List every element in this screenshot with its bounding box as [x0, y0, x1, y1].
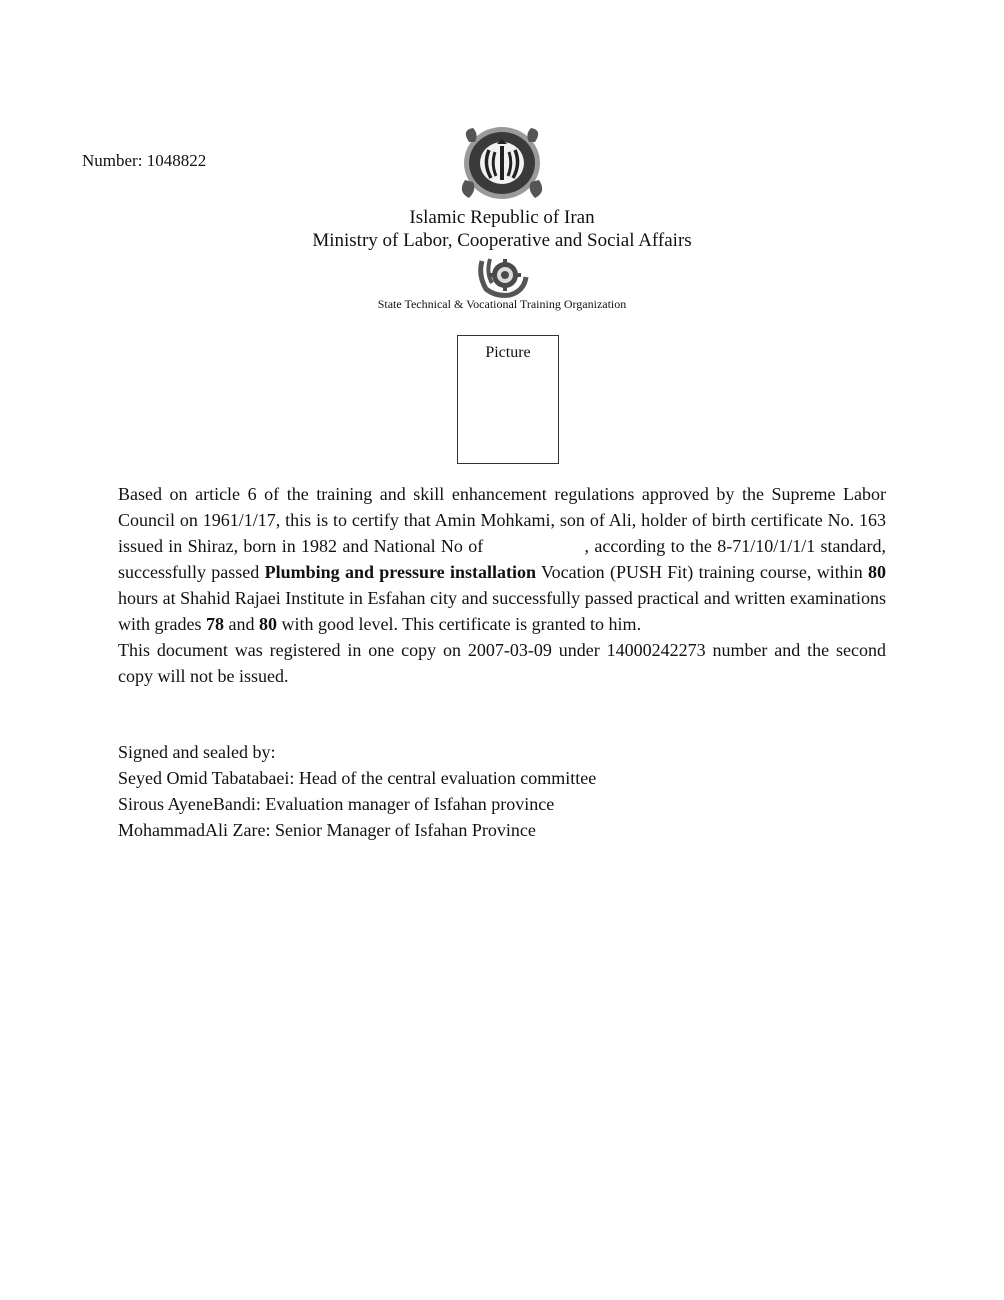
- header-country: Islamic Republic of Iran: [409, 207, 595, 228]
- signatures-block: [118, 739, 596, 843]
- certificate-paragraph-2: This document was registered in one copy on 2007-03-09 under 14000242273 number and the second copy will not be issued.: [118, 640, 886, 686]
- text-segment: Based on article 6 of the training and skill enhancement regulations approved by the Supreme Labor Council on 1961/1/17, this is to certify that Amin Mohkami, son of Ali, holder of birth certificate No. 163 issued in Shiraz, born in 1982 and National No of: [118, 484, 886, 556]
- certificate-body: [118, 481, 886, 689]
- text-segment: hours at Shahid Rajaei Institute in Esfahan city and successfully passed practical and written examinations with grades: [118, 588, 886, 634]
- signatures-heading: Signed and sealed by:: [118, 742, 276, 762]
- number-value: 1048822: [146, 151, 207, 170]
- text-segment: with good level. This certificate is granted to him.: [281, 614, 642, 634]
- practical-grade: 78: [205, 614, 224, 634]
- signature-line: Sirous AyeneBandi: Evaluation manager of Isfahan province: [118, 794, 555, 814]
- course-hours: 80: [868, 562, 887, 582]
- written-grade: 80: [258, 614, 277, 634]
- vocation-name: Plumbing and pressure installation: [264, 562, 536, 582]
- iran-emblem-icon: [455, 120, 549, 206]
- text-segment: , according to the 8-71/10/1/1/1 standard, successfully passed: [118, 536, 886, 582]
- photo-placeholder-label: Picture: [485, 344, 531, 361]
- signature-line: Seyed Omid Tabatabaei: Head of the central evaluation committee: [118, 768, 597, 788]
- text-segment: Vocation (PUSH Fit) training course, within: [540, 562, 863, 582]
- text-segment: and: [228, 614, 255, 634]
- document-number: [82, 151, 206, 171]
- tvto-logo-icon: [474, 251, 532, 299]
- signature-line: MohammadAli Zare: Senior Manager of Isfahan Province: [118, 820, 536, 840]
- photo-placeholder-box: [457, 335, 559, 464]
- number-label: Number:: [82, 151, 143, 170]
- certificate-paragraph-1: [118, 481, 886, 637]
- organization-name: State Technical & Vocational Training Organization: [377, 297, 627, 311]
- header-ministry: Ministry of Labor, Cooperative and Social Affairs: [312, 230, 692, 251]
